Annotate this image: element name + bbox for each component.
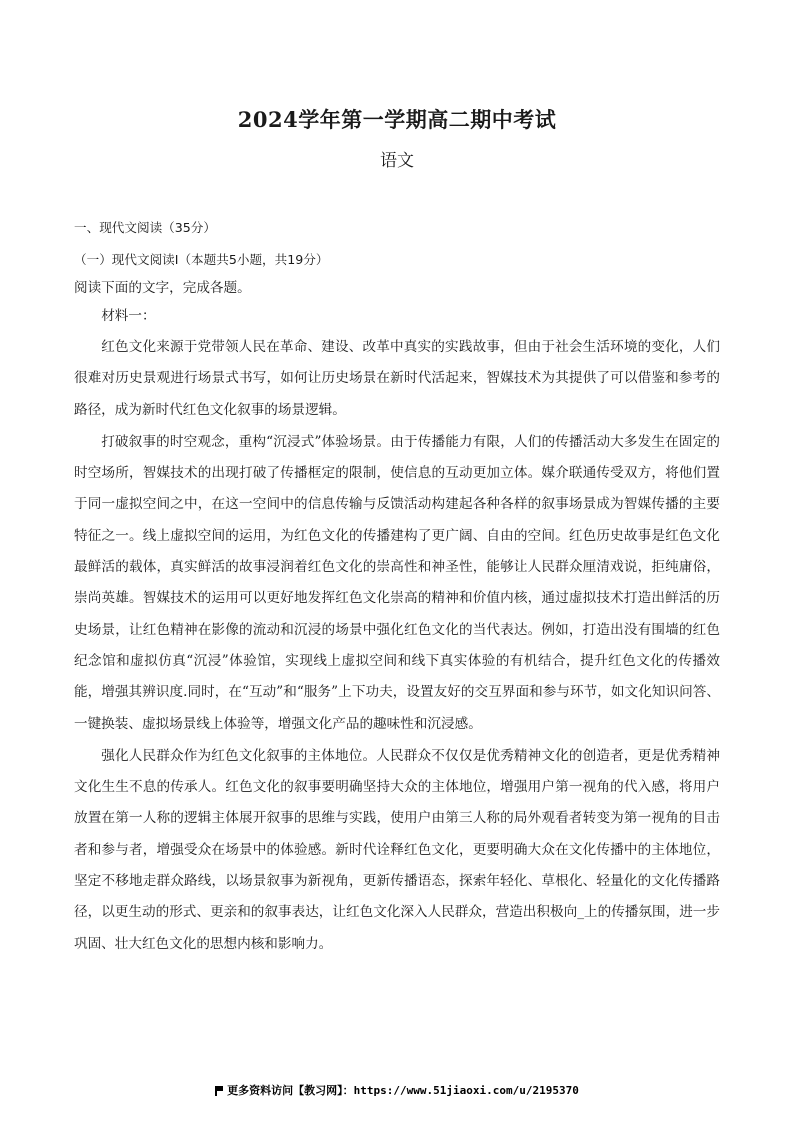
section-heading: 一、现代文阅读（35分） [74, 220, 216, 235]
paragraph-3: 强化人民群众作为红色文化叙事的主体地位。人民群众不仅仅是优秀精神文化的创造者，更是优秀精神文化生生不息的传承人。红色文化的叙事要明确坚持大众的主体地位，增强用户第一视角的代入感，将用户放置在第一人称的逻辑主体展开叙事的思维与实践，使用户由第三人称的局外观看者转变为第一视角的目击者和参与者，增强受众在场景中的体验感。新时代诠释红色文化，更要明确大众在文化传播中的主体地位，坚定不移地走群众路线，以场景叙事为新视角，更新传播语态，探索年轻化、草根化、轻量化的文化传播路径，以更生动的形式、更亲和的叙事表达，让红色文化深入人民群众，营造出积极向_上的传播氛围，进一步巩固、壮大红色文化的思想内核和影响力。 [74, 747, 720, 952]
exam-title: 2024学年第一学期高二期中考试 [237, 107, 557, 132]
document-body [74, 216, 720, 960]
instruction-text: 阅读下面的文字，完成各题。 [74, 280, 251, 296]
footer-label: 更多资料访问【教习网】： [227, 1084, 354, 1097]
material-label: 材料一： [101, 308, 156, 324]
flag-icon [215, 1086, 223, 1095]
footer-link[interactable] [0, 1082, 794, 1098]
subsection-heading: （一）现代文阅读Ⅰ（本题共5小题，共19分） [74, 252, 329, 267]
paragraph-2: 打破叙事的时空观念，重构“沉浸式”体验场景。由于传播能力有限，人们的传播活动大多发生在固定的时空场所，智媒技术的出现打破了传播框定的限制，使信息的互动更加立体。媒介联通传受双方，将他们置于同一虚拟空间之中，在这一空间中的信息传输与反馈活动构建起各种各样的叙事场景成为智媒传播的主要特征之一。线上虚拟空间的运用，为红色文化的传播建构了更广阔、自由的空间。红色历史故事是红色文化最鲜活的载体，真实鲜活的故事浸润着红色文化的崇高性和神圣性，能够让人民群众厘清戏说，拒纯庸俗，崇尚英雄。智媒技术的运用可以更好地发挥红色文化崇高的精神和价值内核，通过虚拟技术打造出鲜活的历史场景，让红色精神在影像的流动和沉浸的场景中强化红色文化的当代表达。例如，打造出没有围墙的红色纪念馆和虚拟仿真“沉浸”体验馆，实现线上虚拟空间和线下真实体验的有机结合，提升红色文化的传播效能，增强其辨识度.同时，在“互动”和“服务”上下功夫，设置友好的交互界面和参与环节，如文化知识问答、一键换装、虚拟场景线上体验等，增强文化产品的趣味性和沉浸感。 [74, 433, 720, 732]
footer-url[interactable]: https://www.51jiaoxi.com/u/2195370 [353, 1084, 579, 1097]
paragraph-1: 红色文化来源于党带领人民在革命、建设、改革中真实的实践故事，但由于社会生活环境的变化，人们很难对历史景观进行场景式书写，如何让历史场景在新时代活起来，智媒技术为其提供了可以借鉴和参考的路径，成为新时代红色文化叙事的场景逻辑。 [74, 339, 720, 418]
subject-title: 语文 [380, 151, 414, 171]
